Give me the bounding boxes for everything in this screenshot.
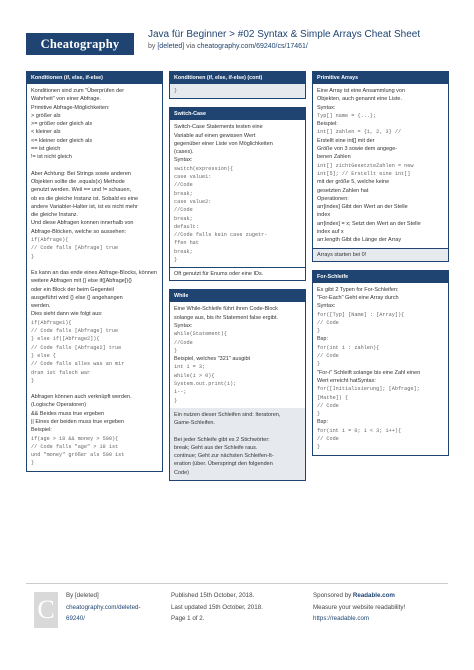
cheatography-c-icon: C (34, 592, 58, 628)
text-line: Primitive Abfrage-Möglichkeiten: (31, 104, 110, 111)
text-line: int i = 3; (174, 364, 206, 371)
sheet-url-link[interactable]: cheatography.com/69240/cs/17461/ (197, 43, 308, 50)
text-line: (cases). (174, 149, 194, 156)
text-line: } (31, 460, 35, 467)
text-line: } (174, 257, 178, 264)
section-title: Konditionen (if, else, if-else) (cont) (170, 72, 305, 84)
text-line: ffen hat (174, 240, 199, 247)
text-line: benen Zahlen (317, 154, 351, 161)
footer-sponsor (313, 590, 405, 625)
sponsor-url-link[interactable]: https://readable.com (313, 615, 370, 622)
text-line: gegenüber einer Liste von Möglichkeiten (174, 140, 273, 147)
text-line: gesetzten Zahlen hat (317, 187, 369, 194)
text-line: && Beides muss true ergeben (31, 410, 105, 417)
text-line: oder ein Block der beim Gegenteil (31, 286, 114, 293)
section-body (170, 120, 305, 267)
text-line: int[] zahlen = {1, 2, 3} // (317, 129, 402, 136)
text-line: "For-Each" Geht eine Array durch (317, 294, 399, 301)
column-2 (169, 71, 306, 489)
section-body (313, 283, 448, 455)
text-line: Abfrage-Blöcken, welche so aussehen: (31, 228, 127, 235)
text-line: Objekten sollte die .equals(x) Methode (31, 178, 125, 185)
section-body-notes (170, 408, 305, 480)
author-link[interactable]: [deleted] (157, 43, 185, 50)
text-line: Eine Array ist eine Ansammlung von (317, 88, 406, 94)
text-line: index auf x (317, 229, 344, 236)
text-line: // Code falls alles was an mir (31, 361, 125, 368)
column-1 (26, 71, 163, 480)
section-conditions-cont (169, 71, 306, 99)
text-line: Wert erreicht hatSyntax: (317, 377, 376, 384)
text-line (31, 162, 158, 170)
section-switch-case (169, 107, 306, 268)
text-line: } (174, 397, 178, 404)
text-line: for(int i : zahlen){ (317, 344, 380, 351)
text-line: Syntax: (317, 104, 336, 111)
section-note: Oft genutzt für Enums oder eine IDs. (169, 268, 306, 281)
text-line: Syntax: (174, 322, 193, 329)
text-line: > größer als (31, 112, 61, 119)
text-line: eration (über. Überspringt den folgenden (174, 461, 273, 468)
text-line: //Code (174, 207, 193, 214)
text-line: Aber Achtung: Bei Strings sowie anderen (31, 170, 131, 177)
text-line: Typ[] name = {...}; (317, 112, 377, 119)
section-title: Primitive Arrays (313, 72, 448, 84)
text-line: int[] zichtGesetzteZahlen = new (317, 162, 414, 169)
text-line: == ist gleich (31, 146, 61, 153)
text-line (174, 428, 301, 436)
text-line: Beispiel: (31, 427, 52, 434)
text-line: ob es die gleiche Instanz ist. Sobald es eine (31, 195, 139, 202)
text-line: Abfragen können auch verknüpft werden. (31, 394, 132, 401)
text-line: // Code falls [Abfrage2] true (31, 344, 122, 351)
text-line: System.out.print(i); (174, 381, 237, 388)
text-line: } (317, 361, 321, 368)
text-line: // Code (317, 435, 339, 442)
section-title: Konditionen (if, else, if-else) (27, 72, 162, 84)
text-line: // Code (317, 319, 339, 326)
text-line: case value2: (174, 198, 212, 205)
text-line: Es kann an das ende eines Abfrage-Blocks, können (31, 269, 157, 276)
section-title: While (170, 290, 305, 302)
text-line: Bsp: (317, 419, 329, 426)
text-line: } else if([Abfrage2]){ (31, 336, 100, 343)
section-for-loop (312, 270, 449, 456)
text-line: [Mathe]) { (317, 394, 349, 401)
footer-dates (171, 590, 263, 625)
text-line: genutzt werden. Weil == und != schauen, (31, 187, 132, 194)
footer-by: By [deleted] (66, 592, 99, 599)
section-title: For-Schleife (313, 271, 448, 283)
text-line: for([Typ] [Name] : [Array]){ (317, 311, 405, 318)
text-line: Erstellt eine int[] mit der (317, 137, 375, 144)
text-line: } (174, 88, 178, 94)
text-line: while(Statement){ (174, 331, 227, 338)
section-title: Switch-Case (170, 108, 305, 120)
text-line: <= kleiner oder gleich als (31, 137, 93, 144)
text-line: for([Initialisierung]; [Abfrage]; (317, 386, 420, 393)
section-body (170, 302, 305, 408)
text-line: Operationen: (317, 195, 349, 202)
text-line: arr[index] Gibt den Wert an der Stelle (317, 204, 408, 211)
text-line: while(i > 0){ (174, 372, 215, 379)
column-3 (312, 71, 449, 464)
text-line: } (317, 444, 321, 451)
text-line: Größe von 3 sowie dem angege- (317, 146, 398, 153)
text-line: default: (174, 223, 199, 230)
text-line: //Code falls kein case zugetr- (174, 232, 268, 239)
text-line: // Code falls "age" > 18 ist (31, 443, 119, 450)
section-body (170, 84, 305, 98)
text-line: Beispiel, welches "321" ausgibt (174, 356, 251, 363)
text-line: //Code (174, 339, 193, 346)
byline-by: by (148, 43, 156, 50)
text-line: switch(expression){ (174, 165, 234, 172)
text-line: weitere Abfragen mit {} else if([Abfrage]){} (31, 278, 132, 285)
text-line: die gleiche Instanz. (31, 212, 79, 219)
byline-via: via (186, 43, 196, 50)
text-line: Variable auf einen gewissen Wert (174, 132, 256, 139)
text-line: } else { (31, 352, 56, 359)
text-line: index (317, 212, 331, 219)
text-line: andere Variabler-Halter ist, ist es nicht mehr (31, 203, 138, 210)
text-line: break; (174, 215, 193, 222)
sponsor-link[interactable]: Readable.com (352, 592, 395, 599)
section-body (313, 84, 448, 248)
text-line: arr.length Gibt die Länge der Array (317, 237, 402, 244)
text-line: solange aus, bis ihr Statement false ergibt. (174, 314, 278, 321)
section-primitive-arrays (312, 71, 449, 249)
footer-sponsor-line (313, 590, 405, 602)
text-line: // Code falls [Abfrage] true (31, 245, 119, 252)
text-line: >= größer oder gleich als (31, 121, 93, 128)
text-line: ausgeführt wird {} else {} angehangen (31, 294, 123, 301)
text-line: (Logische Operatoren) (31, 402, 87, 409)
section-note: Arrays starten bei 0! (312, 249, 449, 262)
section-body (27, 84, 162, 471)
text-line: "For-i" Schleift solange bis eine Zahl einen (317, 369, 421, 376)
text-line: arr[index] = x; Setzt den Wert an der Stelle (317, 220, 421, 227)
text-line: Bsp: (317, 336, 329, 343)
text-line: || Eines der beiden muss true ergeben (31, 418, 125, 425)
page-header (0, 0, 474, 62)
sponsor-prefix: Sponsored by (313, 592, 352, 599)
text-line: Bei jeder Schleife gibt es 2 Stichwörter: (174, 436, 270, 443)
text-line: Dies sieht dann wie folgt aus: (31, 311, 103, 318)
page-title: Java für Beginner > #02 Syntax & Simple Arrays Cheat Sheet (148, 29, 421, 40)
text-line: } (317, 411, 321, 418)
cheatography-logo[interactable]: Cheatography (26, 33, 134, 55)
text-line: } (317, 328, 321, 335)
footer-profile-link-2[interactable]: 69240/ (66, 615, 85, 622)
text-line: if(Abfrage1){ (31, 319, 72, 326)
section-conditions (26, 71, 163, 472)
text-line (31, 261, 158, 269)
footer-author (66, 590, 141, 625)
footer-updated: Last updated 15th October, 2018. (171, 603, 263, 611)
page-footer (26, 583, 448, 639)
text-line: break; Geht aus der Schleife raus. (174, 444, 258, 451)
text-line: // Code (317, 402, 339, 409)
text-line: continue; Geht zur nächsten Schleifen-It- (174, 453, 274, 460)
text-line: Objekten, auch genannt eine Liste. (317, 96, 403, 103)
text-line: } (31, 377, 35, 384)
footer-published: Published 15th October, 2018. (171, 592, 255, 599)
text-line: // Code (317, 353, 339, 360)
text-line: Es gibt 2 Typen for For-Schleifen: (317, 286, 399, 293)
text-line: break; (174, 248, 193, 255)
text-line: Beispiel: (317, 121, 338, 128)
text-line: // Code falls [Abfrage] true (31, 328, 119, 335)
text-line: Syntax: (317, 303, 336, 310)
byline (148, 43, 308, 50)
text-line: < kleiner als (31, 129, 61, 136)
text-line: i--; (174, 389, 187, 396)
text-line: Und diese Abfragen konnen innerhalb von (31, 220, 134, 227)
text-line: Ein nutzen dieser Schleifen sind: Iteratoren, (174, 411, 281, 418)
text-line: werden. (31, 303, 51, 310)
text-line: Game-Schleifen. (174, 420, 215, 427)
text-line: case value1: (174, 174, 212, 181)
text-line: } (31, 253, 35, 260)
text-line: Code) (174, 469, 189, 476)
text-line: for(int i = 0; i < 3; i++){ (317, 427, 402, 434)
footer-profile-link[interactable]: cheatography.com/deleted- (66, 603, 141, 611)
section-while (169, 289, 306, 481)
text-line: Konditionen sind zum "Überprüfen der (31, 88, 125, 94)
text-line: und "money" größer als 500 ist (31, 452, 125, 459)
text-line: int[5]; // Erstellt eine int[] (317, 170, 411, 177)
text-line: break; (174, 190, 193, 197)
text-line: if(age > 18 && money > 500){ (31, 435, 119, 442)
text-line: } (174, 347, 178, 354)
text-line: Wahrheit" von einer Abfrage. (31, 96, 101, 103)
text-line: mit der größe 5, welche keine (317, 179, 390, 186)
footer-page: Page 1 of 2. (171, 615, 205, 622)
text-line: Syntax: (174, 157, 193, 164)
text-line: Switch-Case Statements testen eine (174, 124, 263, 131)
text-line (31, 385, 158, 393)
sponsor-text: Measure your website readability! (313, 603, 406, 611)
text-line: if(Abfrage){ (31, 237, 69, 244)
text-line: //Code (174, 182, 193, 189)
text-line: dran ist falsch war (31, 369, 91, 376)
text-line: Eine While-Schleife führt ihren Code-Block (174, 306, 278, 313)
text-line: != ist nicht gleich (31, 154, 72, 161)
